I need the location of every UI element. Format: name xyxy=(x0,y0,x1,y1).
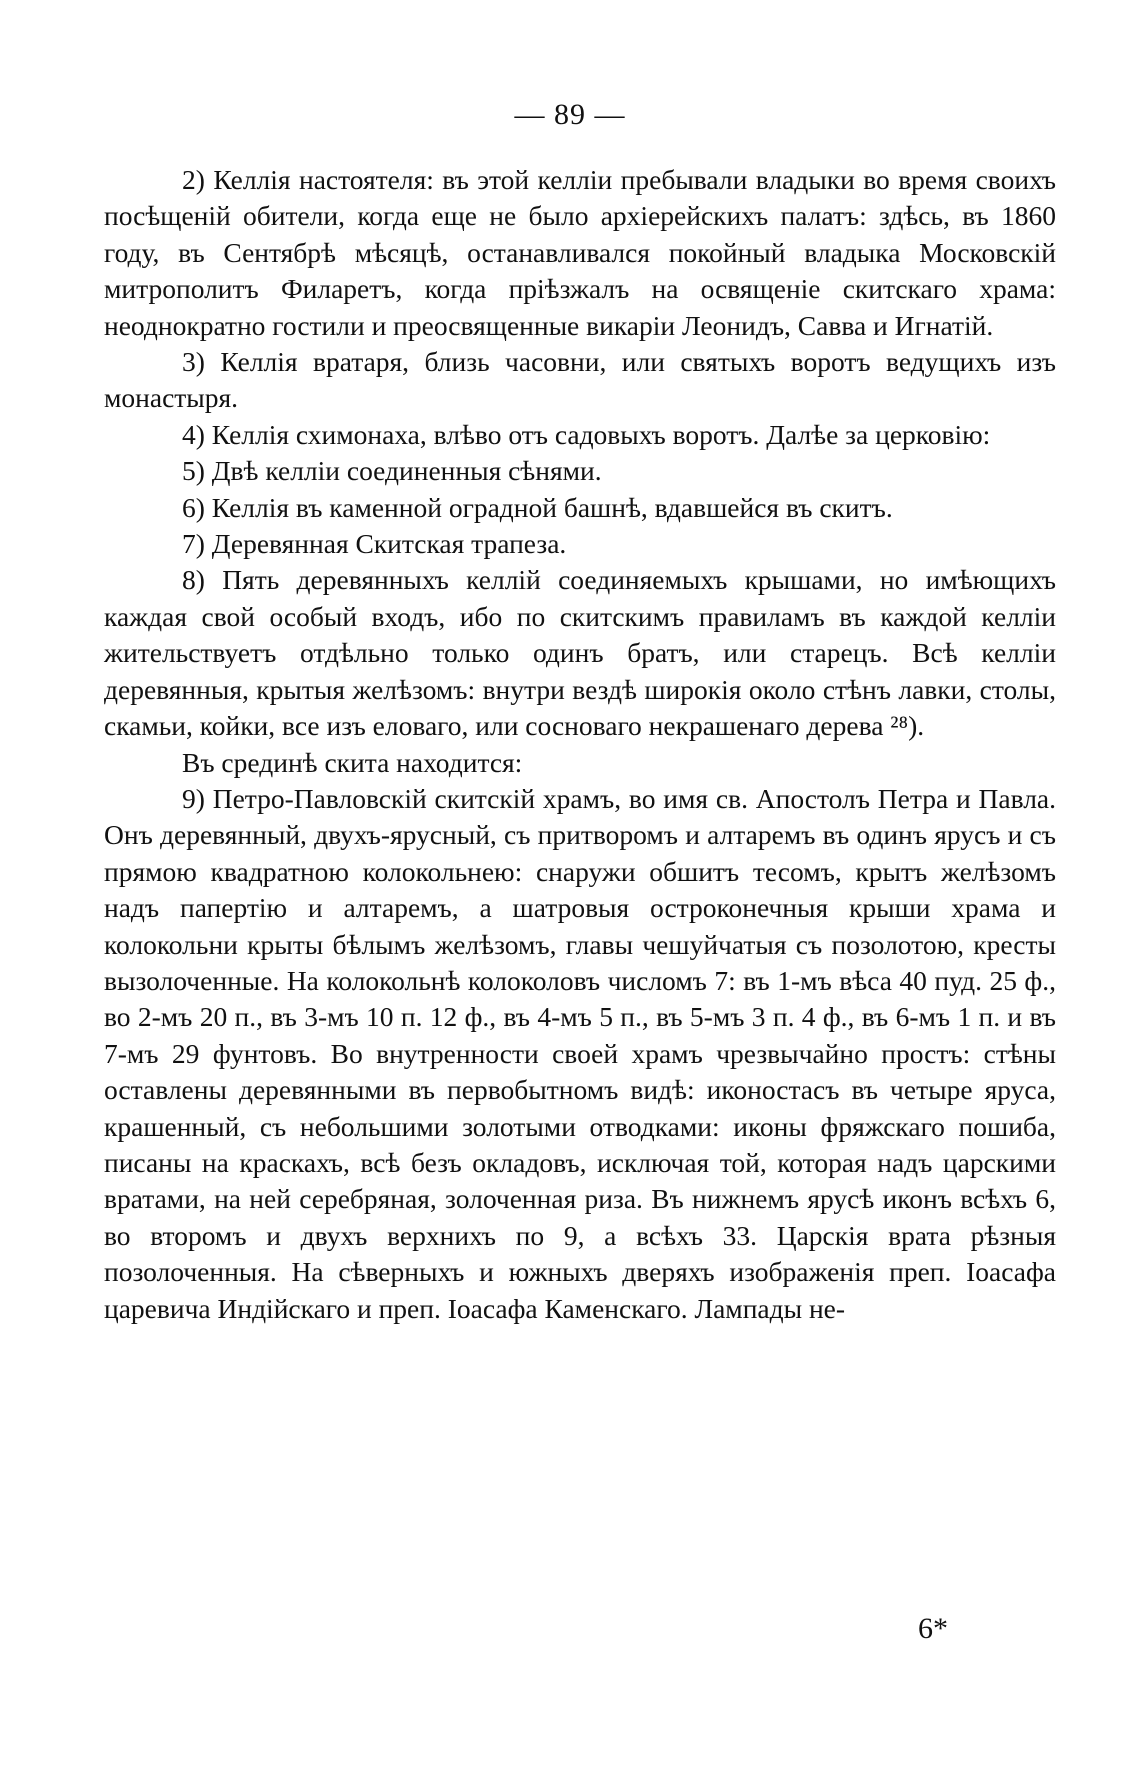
paragraph-item-4: 4) Келлія схимонаха, влѣво отъ садовыхъ воротъ. Далѣе за церковію: xyxy=(182,418,991,450)
body-text xyxy=(104,162,1056,1327)
page-number: — 89 — xyxy=(514,98,626,131)
signature-mark: 6* xyxy=(918,1612,948,1645)
paragraph-item-6: 6) Келлія въ каменной оградной башнѣ, вдавшейся въ скитъ. xyxy=(182,491,893,523)
paragraph-item-8: 8) Пять деревянныхъ келлій соединяемыхъ крышами, но имѣющихъ каждая свой особый входъ, ибо по скитскимъ правиламъ въ каждой келліи жительствуетъ отдѣльно только одинъ братъ, или старецъ. Всѣ келліи деревянныя, крытыя желѣзомъ: внутри вездѣ широкія около стѣнъ лавки, столы, скамьи, койки, все изъ еловаго, или сосноваго некрашенаго дерева ²⁸). xyxy=(104,564,1056,742)
paragraph-item-2: 2) Келлія настоятеля: въ этой келліи пребывали владыки во время своихъ посѣщеній обители, когда еще не было архіерейскихъ палатъ: здѣсь, въ 1860 году, въ Сентябрѣ мѣсяцѣ, останавливался покойный владыка Московскій митрополитъ Филаретъ, когда пріѣзжалъ на освященіе скитскаго храма: неоднократно гостили и преосвященные викаріи Леонидъ, Савва и Игнатій. xyxy=(104,164,1056,341)
paragraph-center-of-skete: Въ срединѣ скита находится: xyxy=(182,746,523,778)
paragraph-item-3: 3) Келлія вратаря, близь часовни, или святыхъ воротъ ведущихъ изъ монастыря. xyxy=(104,346,1056,414)
paragraph-item-7: 7) Деревянная Скитская трапеза. xyxy=(182,528,567,560)
paragraph-item-5: 5) Двѣ келліи соединенныя сѣнями. xyxy=(182,455,602,487)
paragraph-item-9: 9) Петро-Павловскій скитскій храмъ, во имя св. Апостолъ Петра и Павла. Онъ деревянный, двухъ-ярусный, съ притворомъ и алтаремъ въ одинъ ярусъ и съ прямою квадратною колокольнею: снаружи обшитъ тесомъ, крытъ желѣзомъ надъ папертію и алтаремъ, а шатровыя остроконечныя крыши храма и колокольни крыты бѣлымъ желѣзомъ, главы чешуйчатыя съ позолотою, кресты вызолоченные. На колокольнѣ колоколовъ числомъ 7: въ 1-мъ вѣса 40 пуд. 25 ф., во 2-мъ 20 п., въ 3-мъ 10 п. 12 ф., въ 4-мъ 5 п., въ 5-мъ 3 п. 4 ф., въ 6-мъ 1 п. и въ 7-мъ 29 фунтовъ. Во внутренности своей храмъ чрезвычайно простъ: стѣны оставлены деревянными въ первобытномъ видѣ: иконостасъ въ четыре яруса, крашенный, съ небольшими золотыми отводками: иконы фряжскаго пошиба, писаны на краскахъ, всѣ безъ окладовъ, исключая той, которая надъ царскими вратами, на ней серебряная, золоченная риза. Въ нижнемъ ярусѣ иконъ всѣхъ 6, во второмъ и двухъ верхнихъ по 9, а всѣхъ 33. Царскія врата рѣзныя позолоченныя. На сѣверныхъ и южныхъ дверяхъ изображенія преп. Іоасафа царевича Индійскаго и преп. Іоасафа Каменскаго. Лампады не- xyxy=(104,782,1056,1324)
